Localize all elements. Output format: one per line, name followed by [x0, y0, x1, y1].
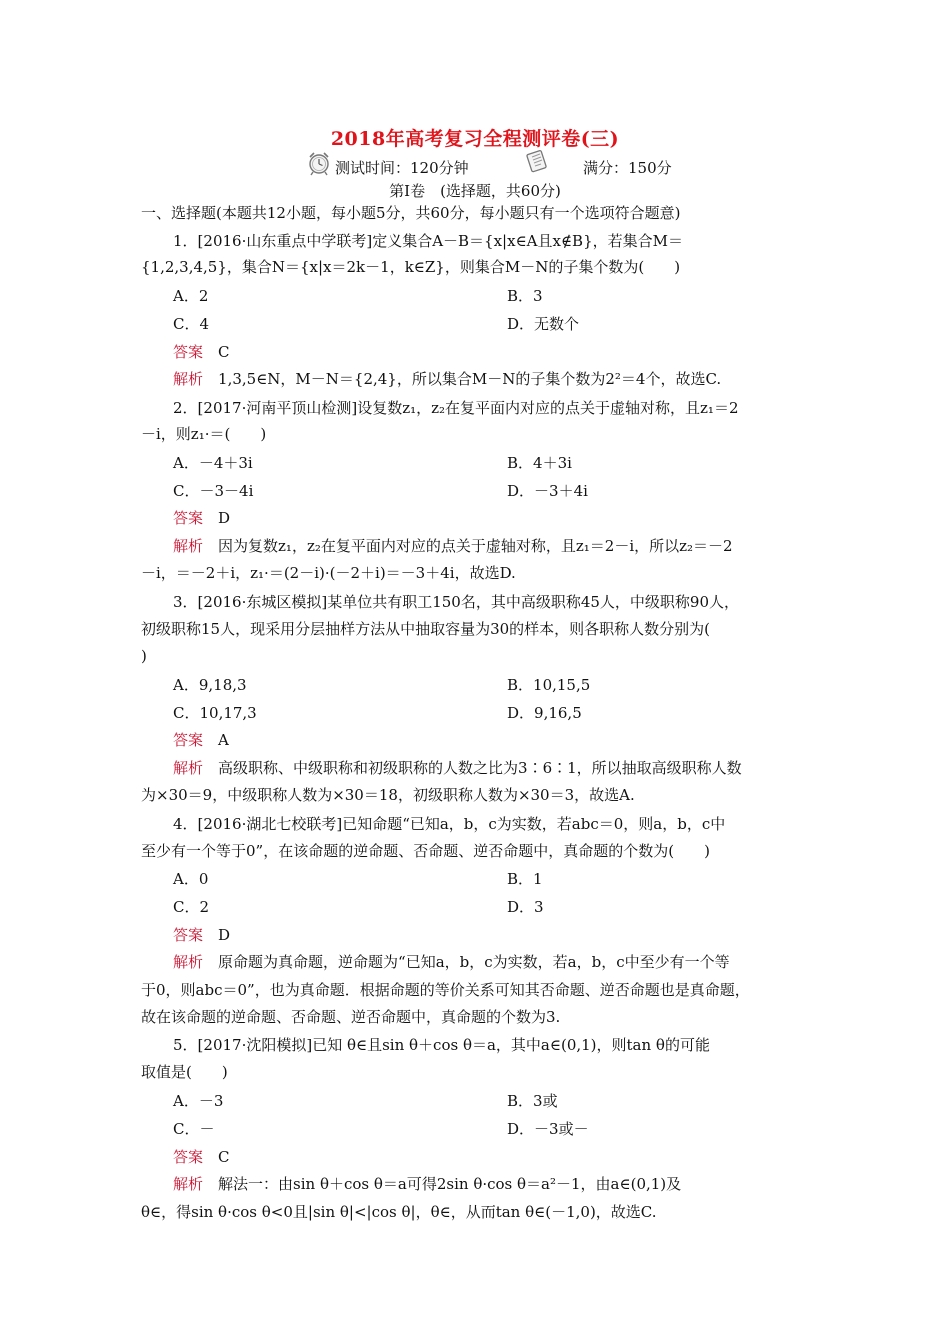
question-4-analysis-line-1: 原命题为真命题，逆命题为“已知a，b，c为实数，若a，b，c中至少有一个等: [218, 953, 730, 971]
volume-heading: 第Ⅰ卷 (选择题，共60分): [389, 182, 561, 200]
answer-label: 答案: [173, 343, 204, 361]
question-3-stem-line-1: 3．[2016·东城区模拟]某单位共有职工150名，其中高级职称45人，中级职称90人，: [173, 593, 739, 611]
question-4-analysis-line-2: 于0，则abc＝0”，也为真命题．根据命题的等价关系可知其否命题、逆否命题也是真命题，: [141, 981, 750, 999]
question-5-stem-line-1: 5．[2017·沈阳模拟]已知 θ∈且sin θ＋cos θ＝a，其中a∈(0,1)，则tan θ的可能: [173, 1036, 710, 1054]
question-2-answer: D: [218, 509, 231, 527]
answer-label: 答案: [173, 1148, 204, 1166]
question-5-option-a: A．－3: [173, 1092, 224, 1110]
analysis-label: 解析: [173, 953, 204, 971]
question-1-option-c: C．4: [173, 315, 210, 333]
analysis-label: 解析: [173, 1175, 204, 1193]
question-4-stem-line-1: 4．[2016·湖北七校联考]已知命题“已知a，b，c为实数，若abc＝0，则a，b，c中: [173, 815, 726, 833]
analysis-label: 解析: [173, 537, 204, 555]
question-4-analysis-row: [173, 952, 730, 972]
question-2-analysis-line-1: 因为复数z₁，z₂在复平面内对应的点关于虚轴对称，且z₁＝2－i，所以z₂＝－2: [218, 537, 733, 555]
question-2-analysis-row: [173, 536, 733, 556]
test-time: 测试时间：120分钟: [335, 159, 469, 177]
question-1-analysis-line-1: 1,3,5∈N，M－N＝{2,4}，所以集合M－N的子集个数为2²＝4个，故选C.: [218, 370, 722, 388]
question-1-option-a: A．2: [173, 287, 209, 305]
question-1-stem-line-1: 1．[2016·山东重点中学联考]定义集合A－B＝{x|x∈A且x∉B}，若集合M＝: [173, 232, 683, 250]
question-3-option-d: D．9,16,5: [507, 704, 582, 722]
question-4-option-a: A．0: [173, 870, 209, 888]
question-3-answer-row: [173, 730, 229, 750]
question-2-stem-line-2: －i，则z₁·＝( ): [141, 425, 267, 443]
question-2-analysis-line-2: －i，＝－2＋i，z₁·＝(2－i)·(－2＋i)＝－3＋4i，故选D.: [141, 564, 516, 582]
question-1-answer: C: [218, 343, 230, 361]
analysis-label: 解析: [173, 370, 204, 388]
question-5-answer: C: [218, 1148, 230, 1166]
analysis-label: 解析: [173, 759, 204, 777]
question-3-option-a: A．9,18,3: [173, 676, 247, 694]
question-2-option-b: B．4＋3i: [507, 454, 572, 472]
question-5-option-d: D．－3或－: [507, 1120, 589, 1138]
question-3-analysis-line-2: 为×30＝9，中级职称人数为×30＝18，初级职称人数为×30＝3，故选A.: [141, 786, 635, 804]
question-5-analysis-line-2: θ∈，得sin θ·cos θ<0且|sin θ|<|cos θ|，θ∈，从而tan θ∈(－1,0)，故选C.: [141, 1203, 657, 1221]
question-3-answer: A: [218, 731, 229, 749]
question-3-analysis-row: [173, 758, 742, 778]
answer-label: 答案: [173, 926, 204, 944]
question-3-stem-line-3: ): [141, 647, 147, 665]
question-5-analysis-row: [173, 1174, 681, 1194]
question-4-option-c: C．2: [173, 898, 210, 916]
paper-scroll-icon: [524, 148, 550, 174]
question-4-stem-line-2: 至少有一个等于0”，在该命题的逆命题、否命题、逆否命题中，真命题的个数为( ): [141, 842, 710, 860]
question-2-stem-line-1: 2．[2017·河南平顶山检测]设复数z₁，z₂在复平面内对应的点关于虚轴对称，且z₁＝2: [173, 399, 739, 417]
full-score: 满分：150分: [583, 159, 672, 177]
question-4-analysis-line-3: 故在该命题的逆命题、否命题、逆否命题中，真命题的个数为3.: [141, 1008, 561, 1026]
question-1-analysis-row: [173, 369, 721, 389]
question-4-option-b: B．1: [507, 870, 543, 888]
answer-label: 答案: [173, 509, 204, 527]
question-1-stem-line-2: {1,2,3,4,5}，集合N＝{x|x＝2k－1，k∈Z}，则集合M－N的子集个数为( ): [141, 258, 681, 276]
question-5-stem-line-2: 取值是( ): [141, 1063, 228, 1081]
question-1-option-d: D．无数个: [507, 315, 580, 333]
question-2-option-d: D．－3＋4i: [507, 482, 588, 500]
answer-label: 答案: [173, 731, 204, 749]
question-2-answer-row: [173, 508, 230, 528]
question-5-option-b: B．3或: [507, 1092, 558, 1110]
document-title: 2018年高考复习全程测评卷(三): [330, 128, 620, 150]
question-3-option-c: C．10,17,3: [173, 704, 257, 722]
section-heading: 一、选择题(本题共12小题，每小题5分，共60分，每小题只有一个选项符合题意): [141, 204, 681, 222]
question-3-option-b: B．10,15,5: [507, 676, 591, 694]
question-1-option-b: B．3: [507, 287, 543, 305]
question-4-answer: D: [218, 926, 231, 944]
question-2-option-a: A．－4＋3i: [173, 454, 253, 472]
question-5-answer-row: [173, 1147, 230, 1167]
question-5-analysis-line-1: 解法一：由sin θ＋cos θ＝a可得2sin θ·cos θ＝a²－1，由a∈(0,1)及: [218, 1175, 682, 1193]
alarm-clock-icon: [306, 150, 332, 176]
question-4-answer-row: [173, 925, 230, 945]
question-1-answer-row: [173, 342, 230, 362]
question-2-option-c: C．－3－4i: [173, 482, 254, 500]
question-4-option-d: D．3: [507, 898, 544, 916]
question-5-option-c: C．－: [173, 1120, 215, 1138]
question-3-stem-line-2: 初级职称15人，现采用分层抽样方法从中抽取容量为30的样本，则各职称人数分别为(: [141, 620, 711, 638]
question-3-analysis-line-1: 高级职称、中级职称和初级职称的人数之比为3∶6∶1，所以抽取高级职称人数: [218, 759, 742, 777]
